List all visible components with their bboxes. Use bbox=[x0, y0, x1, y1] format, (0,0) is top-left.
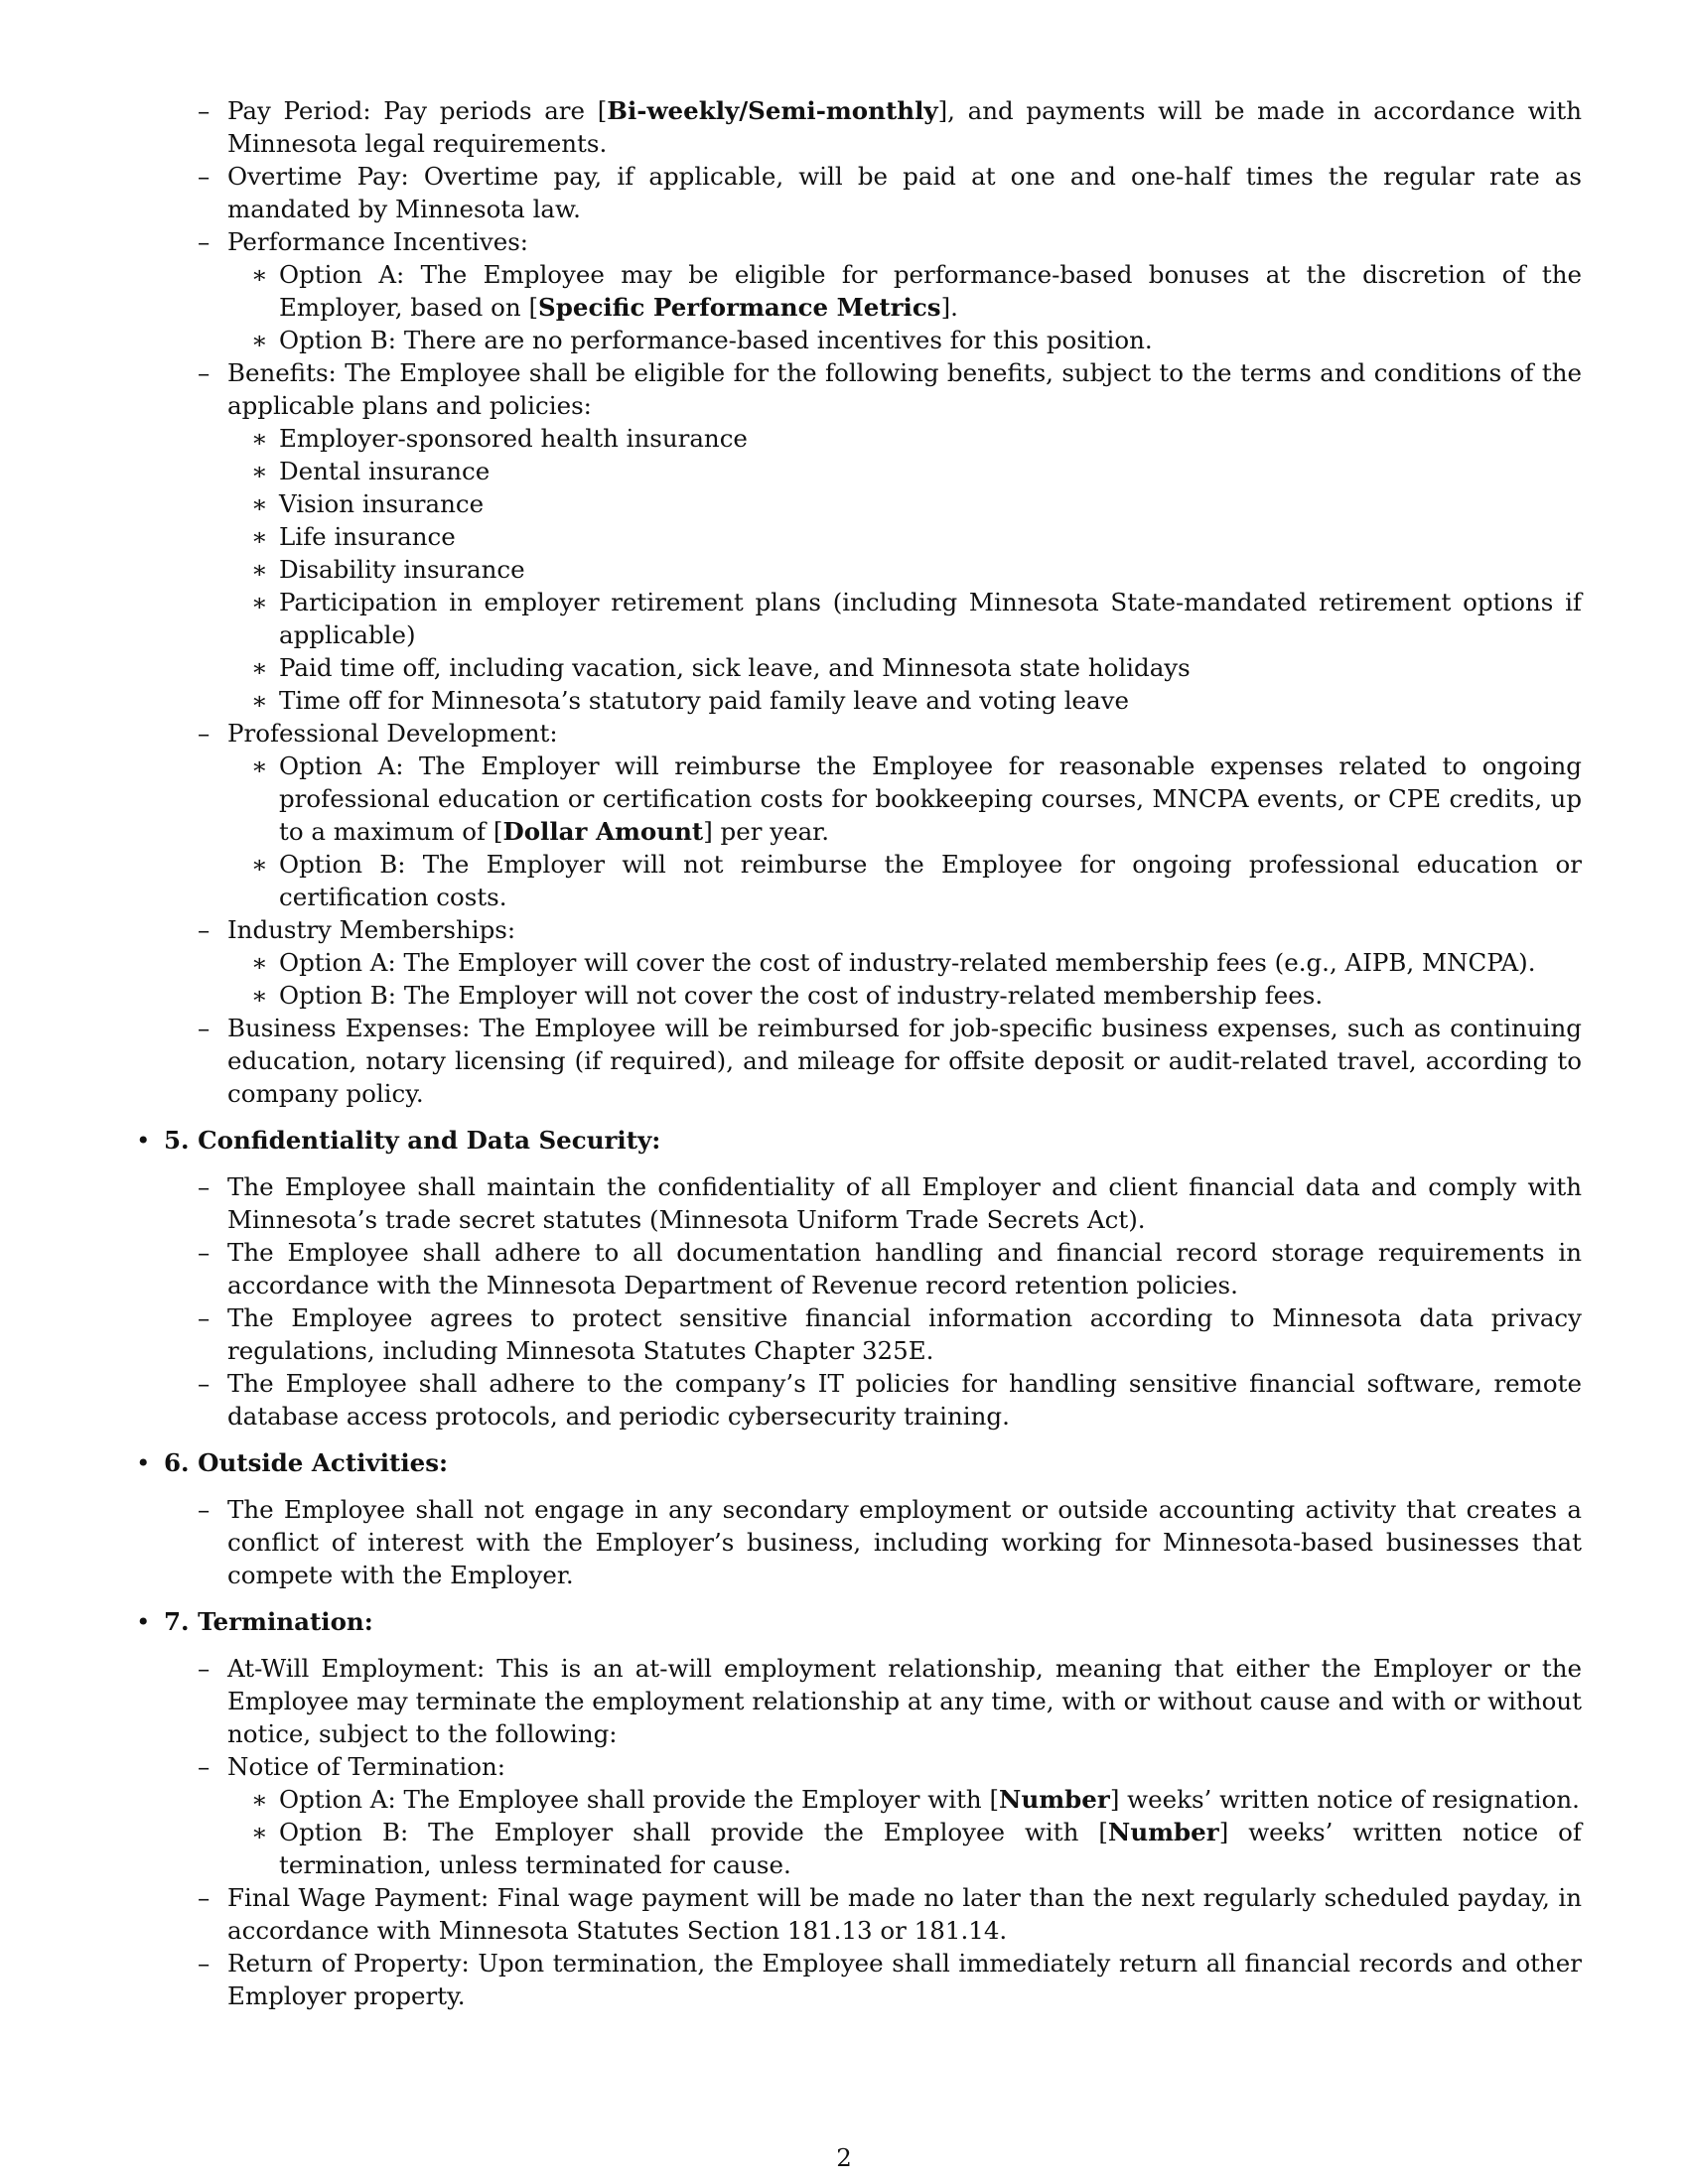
benefit-text: Life insurance bbox=[279, 522, 456, 551]
section-5-text: The Employee shall adhere to all documentation handling and financial record storage requirements in accordance with the Minnesota Department of Revenue record retention policies. bbox=[227, 1238, 1582, 1299]
incentives-option-b bbox=[132, 324, 1582, 356]
memberships-option-a-text: Option A: The Employer will cover the cost of industry-related membership fees (e.g., AIPB, MNCPA). bbox=[279, 948, 1536, 977]
star-marker: ∗ bbox=[251, 850, 268, 879]
section-5-text: The Employee shall adhere to the company’s IT policies for handling sensitive financial software, remote database access protocols, and periodic cybersecurity training. bbox=[227, 1369, 1582, 1431]
star-marker: ∗ bbox=[251, 1818, 268, 1846]
overtime-item bbox=[132, 160, 1582, 225]
section-5-text: The Employee agrees to protect sensitive financial information according to Minnesota data privacy regulations, including Minnesota Statutes Chapter 325E. bbox=[227, 1303, 1582, 1365]
professional-development-label: Professional Development: bbox=[227, 719, 558, 748]
section-6-heading bbox=[132, 1446, 1582, 1479]
star-marker: ∗ bbox=[251, 457, 268, 485]
pay-period-placeholder: Bi-weekly/Semi-monthly bbox=[607, 96, 938, 125]
incentives-item bbox=[132, 225, 1582, 258]
dash-marker: – bbox=[198, 1495, 211, 1524]
dash-marker: – bbox=[198, 1172, 211, 1201]
overtime-text: Overtime Pay: Overtime pay, if applicable, will be paid at one and one-half times the regular rate as mandated by Minnesota law. bbox=[227, 162, 1582, 223]
star-marker: ∗ bbox=[251, 588, 268, 616]
page-number: 2 bbox=[836, 2143, 852, 2172]
return-property-item bbox=[132, 1947, 1582, 2012]
memberships-option-b-text: Option B: The Employer will not cover the cost of industry-related membership fees. bbox=[279, 981, 1324, 1010]
notice-option-b bbox=[132, 1816, 1582, 1881]
benefit-text: Paid time off, including vacation, sick leave, and Minnesota state holidays bbox=[279, 653, 1191, 682]
notice-label: Notice of Termination: bbox=[227, 1752, 506, 1781]
dash-marker: – bbox=[198, 719, 211, 748]
section-6-text: The Employee shall not engage in any secondary employment or outside accounting activity that creates a conflict of interest with the Employer’s business, including working for Minnesota-based businesses that compete with the Employer. bbox=[227, 1495, 1582, 1589]
benefit-item bbox=[132, 487, 1582, 520]
number-placeholder: Number bbox=[999, 1785, 1110, 1814]
memberships-option-a bbox=[132, 946, 1582, 979]
dash-marker: – bbox=[198, 1238, 211, 1267]
bullet-marker: • bbox=[136, 1126, 151, 1155]
at-will-item bbox=[132, 1652, 1582, 1750]
star-marker: ∗ bbox=[251, 424, 268, 453]
section-5-item bbox=[132, 1367, 1582, 1433]
section-7-title: 7. Termination: bbox=[164, 1607, 373, 1636]
pd-option-a-text: Option A: The Employer will reimburse the Employee for reasonable expenses related to ongoing professional education or certification costs for bookkeeping courses, MNCPA events, or CPE credits, up to a maximum of [ bbox=[279, 751, 1582, 846]
star-marker: ∗ bbox=[251, 1785, 268, 1814]
number-placeholder: Number bbox=[1107, 1818, 1219, 1846]
dollar-amount-placeholder: Dollar Amount bbox=[502, 817, 704, 846]
star-marker: ∗ bbox=[251, 555, 268, 584]
memberships-item bbox=[132, 913, 1582, 946]
benefit-text: Time off for Minnesota’s statutory paid family leave and voting leave bbox=[279, 686, 1129, 715]
dash-marker: – bbox=[198, 358, 211, 387]
at-will-text: At-Will Employment: This is an at-will employment relationship, meaning that either the Employer or the Employee may terminate the employment relationship at any time, with or without cause and with or without notice, subject to the following: bbox=[227, 1654, 1582, 1748]
star-marker: ∗ bbox=[251, 260, 268, 289]
dash-marker: – bbox=[198, 1654, 211, 1683]
professional-development-option-b bbox=[132, 848, 1582, 913]
notice-option-b-text: Option B: The Employer shall provide the Employee with [ bbox=[279, 1818, 1108, 1846]
return-property-text: Return of Property: Upon termination, the Employee shall immediately return all financial records and other Employer property. bbox=[227, 1949, 1582, 2010]
pd-option-b-text: Option B: The Employer will not reimburse the Employee for ongoing professional education or certification costs. bbox=[279, 850, 1582, 911]
benefit-item bbox=[132, 684, 1582, 717]
business-expenses-item bbox=[132, 1012, 1582, 1110]
section-6-title: 6. Outside Activities: bbox=[164, 1448, 449, 1477]
star-marker: ∗ bbox=[251, 981, 268, 1010]
bullet-marker: • bbox=[136, 1448, 151, 1477]
dash-marker: – bbox=[198, 915, 211, 944]
dash-marker: – bbox=[198, 1014, 211, 1042]
incentives-option-a-text: Option A: The Employee may be eligible for performance-based bonuses at the discretion of the Employer, based on [ bbox=[279, 260, 1582, 322]
benefit-item bbox=[132, 586, 1582, 651]
final-wage-text: Final Wage Payment: Final wage payment will be made no later than the next regularly scheduled payday, in accordance with Minnesota Statutes Section 181.13 or 181.14. bbox=[227, 1883, 1582, 1945]
dash-marker: – bbox=[198, 96, 211, 125]
notice-option-a-text: Option A: The Employee shall provide the Employer with [ bbox=[279, 1785, 1000, 1814]
benefit-text: Dental insurance bbox=[279, 457, 491, 485]
business-expenses-text: Business Expenses: The Employee will be reimbursed for job-specific business expenses, such as continuing education, notary licensing (if required), and mileage for offsite deposit or audit-related travel, according to company policy. bbox=[227, 1014, 1582, 1108]
star-marker: ∗ bbox=[251, 686, 268, 715]
benefits-item bbox=[132, 356, 1582, 422]
professional-development-option-a bbox=[132, 750, 1582, 848]
dash-marker: – bbox=[198, 227, 211, 256]
notice-item bbox=[132, 1750, 1582, 1783]
notice-option-a bbox=[132, 1783, 1582, 1816]
incentives-label: Performance Incentives: bbox=[227, 227, 529, 256]
bullet-marker: • bbox=[136, 1607, 151, 1636]
benefit-item bbox=[132, 553, 1582, 586]
star-marker: ∗ bbox=[251, 653, 268, 682]
incentives-option-a bbox=[132, 258, 1582, 324]
section-7-heading bbox=[132, 1605, 1582, 1638]
metrics-placeholder: Specific Performance Metrics bbox=[538, 293, 941, 322]
page-content bbox=[132, 94, 1582, 2012]
memberships-label: Industry Memberships: bbox=[227, 915, 516, 944]
benefit-text: Participation in employer retirement plans (including Minnesota State-mandated retirement options if applicable) bbox=[279, 588, 1582, 649]
dash-marker: – bbox=[198, 1303, 211, 1332]
pay-period-text: Pay Period: Pay periods are [ bbox=[227, 96, 608, 125]
notice-option-b-end: ] weeks’ written notice of termination, unless terminated for cause. bbox=[279, 1818, 1583, 1879]
pay-period-item bbox=[132, 94, 1582, 160]
dash-marker: – bbox=[198, 1369, 211, 1398]
benefit-item bbox=[132, 455, 1582, 487]
star-marker: ∗ bbox=[251, 522, 268, 551]
pay-period-text-end: ], and payments will be made in accordance with Minnesota legal requirements. bbox=[227, 96, 1582, 158]
section-5-item bbox=[132, 1301, 1582, 1367]
dash-marker: – bbox=[198, 162, 211, 191]
pd-option-a-end: ] per year. bbox=[703, 817, 829, 846]
section-5-item bbox=[132, 1170, 1582, 1236]
memberships-option-b bbox=[132, 979, 1582, 1012]
dash-marker: – bbox=[198, 1752, 211, 1781]
star-marker: ∗ bbox=[251, 326, 268, 354]
benefit-text: Disability insurance bbox=[279, 555, 525, 584]
benefit-text: Vision insurance bbox=[279, 489, 485, 518]
benefit-item bbox=[132, 651, 1582, 684]
section-5-text: The Employee shall maintain the confidentiality of all Employer and client financial data and comply with Minnesota’s trade secret statutes (Minnesota Uniform Trade Secrets Act). bbox=[227, 1172, 1582, 1234]
section-5-title: 5. Confidentiality and Data Security: bbox=[164, 1126, 661, 1155]
star-marker: ∗ bbox=[251, 751, 268, 780]
dash-marker: – bbox=[198, 1883, 211, 1912]
benefit-item bbox=[132, 422, 1582, 455]
dash-marker: – bbox=[198, 1949, 211, 1978]
professional-development-item bbox=[132, 717, 1582, 750]
benefit-text: Employer-sponsored health insurance bbox=[279, 424, 748, 453]
notice-option-a-end: ] weeks’ written notice of resignation. bbox=[1109, 1785, 1580, 1814]
benefit-item bbox=[132, 520, 1582, 553]
incentives-option-b-text: Option B: There are no performance-based incentives for this position. bbox=[279, 326, 1153, 354]
star-marker: ∗ bbox=[251, 948, 268, 977]
section-5-heading bbox=[132, 1124, 1582, 1157]
star-marker: ∗ bbox=[251, 489, 268, 518]
section-6-item bbox=[132, 1493, 1582, 1591]
incentives-option-a-end: ]. bbox=[940, 293, 958, 322]
benefits-label: Benefits: The Employee shall be eligible for the following benefits, subject to the terms and conditions of the applicable plans and policies: bbox=[227, 358, 1582, 420]
section-5-item bbox=[132, 1236, 1582, 1301]
final-wage-item bbox=[132, 1881, 1582, 1947]
